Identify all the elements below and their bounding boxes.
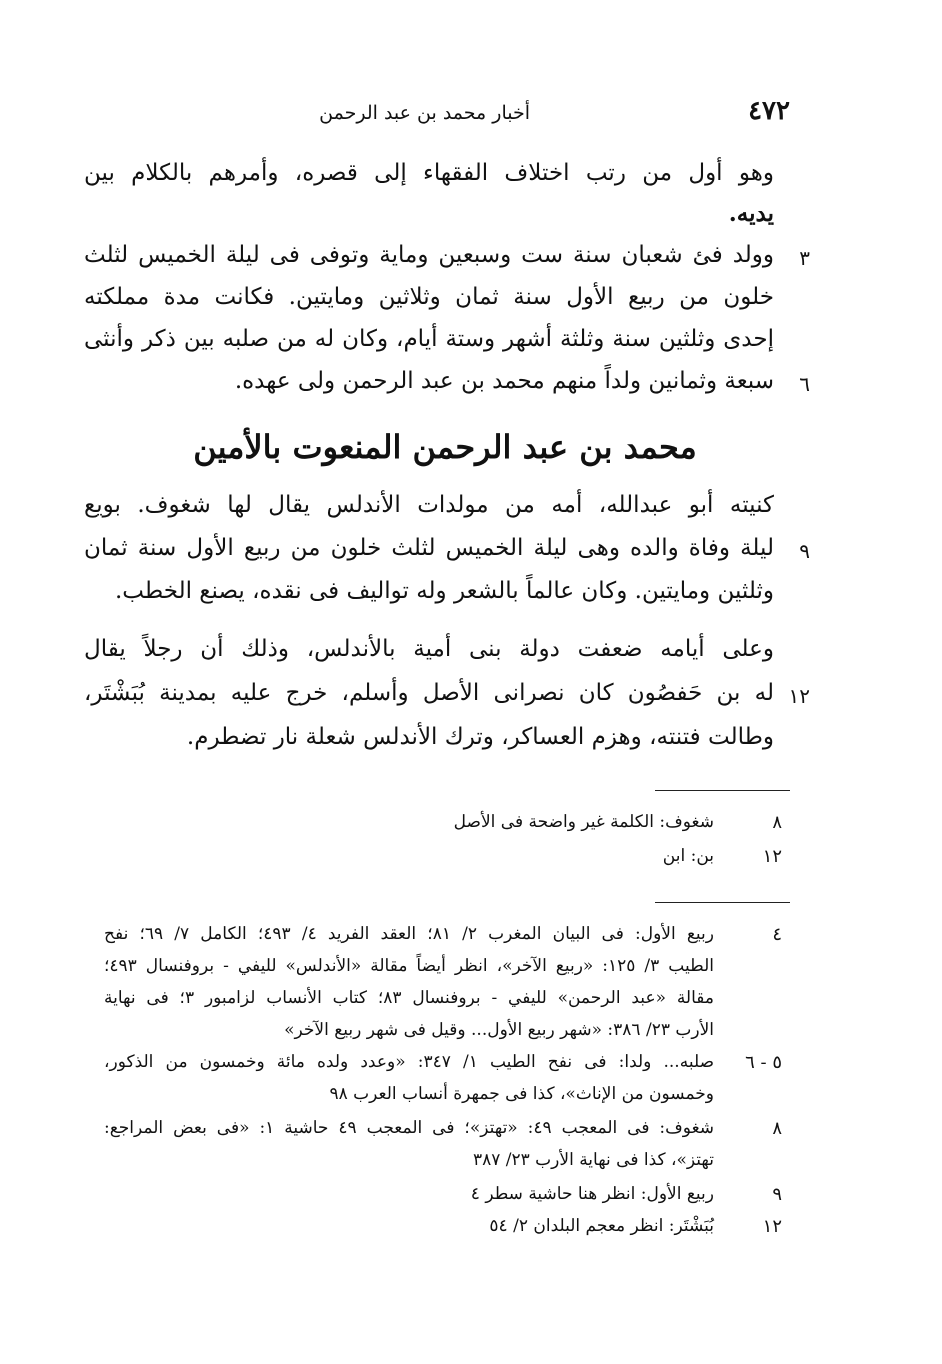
footnote-separator — [655, 902, 790, 903]
apparatus-line-number: ١٢ — [762, 846, 782, 867]
note-line: الطيب ٣/ ١٢٥: «ربيع الآخر»، انظر أيضاً مقالة «الأندلس» لليفي - بروفنسال ٤٩٣؛ — [104, 956, 714, 976]
body-line: وطالت فتنته، وهزم العساكر، وترك الأندلس شعلة نار تضطرم. — [186, 724, 774, 750]
line-number: ١٢ — [788, 684, 810, 708]
note-line-number: ٩ — [772, 1184, 782, 1205]
page-number: ٤٧٢ — [748, 96, 790, 126]
body-line: له بن حَفصُون كان نصرانى الأصل وأسلم، خرج عليه بمدينة بُبَشْتَر، — [84, 680, 774, 706]
footnote-separator — [655, 790, 790, 791]
body-line: إحدى وثلثين سنة وثلثة أشهر وستة أيام، وكان له من صلبه بين ذكر وأنثى — [84, 326, 774, 352]
page-header — [100, 96, 790, 140]
body-line: كنيته أبو عبدالله، أمه من مولدات الأندلس يقال لها شغوف. بويع — [84, 492, 774, 518]
body-line: وثلثين ومايتين. وكان عالماً بالشعر وله تواليف فى نقده، يصنع الخطب. — [114, 578, 774, 604]
note-line: ربيع الأول: انظر هنا حاشية سطر ٤ — [470, 1184, 714, 1204]
apparatus-line-number: ٨ — [772, 812, 782, 833]
line-number: ٣ — [799, 246, 810, 270]
note-line: شغوف: فى المعجب ٤٩: «تهتز»؛ فى المعجب ٤٩ حاشية ١: «فى بعض المراجع: — [104, 1118, 715, 1138]
note-line: مقالة «عبد الرحمن» لليفي - بروفنسال ٨٣؛ كتاب الأنساب لزامبور ٣؛ فى نهاية — [104, 988, 714, 1008]
body-line: سبعة وثمانين ولداً منهم محمد بن عبد الرحمن ولى عهده. — [234, 368, 774, 394]
line-number: ٦ — [799, 372, 810, 396]
apparatus-note: شغوف: الكلمة غير واضحة فى الأصل — [453, 812, 714, 832]
note-line: وخمسون من الإناث»، كذا فى جمهرة أنساب العرب ٩٨ — [329, 1084, 714, 1104]
note-line-number: ٤ — [772, 924, 782, 945]
note-line-number: ٥ - ٦ — [745, 1052, 782, 1073]
running-title: أخبار محمد بن عبد الرحمن — [319, 102, 530, 124]
note-line: ربيع الأول: فى البيان المغرب ٢/ ٨١؛ العقد الفريد ٤/ ٤٩٣؛ الكامل ٧/ ٦٩؛ نفح — [104, 924, 714, 944]
body-line: وولد فئ شعبان سنة ست وسبعين وماية وتوفى فى ليلة الخميس لثلث — [84, 242, 774, 268]
note-line: صلبه... ولدا: فى نفح الطيب ١/ ٣٤٧: «وعدد ولده مائة وخمسون من الذكور، — [104, 1052, 715, 1072]
line-number: ٩ — [799, 539, 810, 563]
section-title: محمد بن عبد الرحمن المنعوت بالأمين — [193, 428, 697, 466]
body-line: ليلة وفاة والده وهى ليلة الخميس لثلث خلون من ربيع الأول سنة ثمان — [84, 535, 774, 561]
apparatus-note: بن: ابن — [662, 846, 714, 866]
note-line-number: ١٢ — [762, 1216, 782, 1237]
body-line: وعلى أيامه ضعفت دولة بنى أمية بالأندلس، وذلك أن رجلاً يقال — [84, 636, 774, 662]
body-line: يديه. — [728, 200, 774, 227]
note-line: تهتز»، كذا فى نهاية الأرب ٢٣/ ٣٨٧ — [472, 1150, 714, 1170]
body-line: خلون من ربيع الأول سنة ثمان وثلاثين ومايتين. فكانت مدة مملكته — [84, 284, 774, 310]
note-line-number: ٨ — [772, 1118, 782, 1139]
note-line: بُبَشْتَر: انظر معجم البلدان ٢/ ٥٤ — [489, 1216, 714, 1236]
note-line: الأرب ٢٣/ ٣٨٦: «شهر ربيع الأول... وقيل فى شهر ربيع الآخر» — [284, 1020, 714, 1040]
body-line: وهو أول من رتب اختلاف الفقهاء إلى قصره، وأمرهم بالكلام بين — [84, 160, 774, 186]
